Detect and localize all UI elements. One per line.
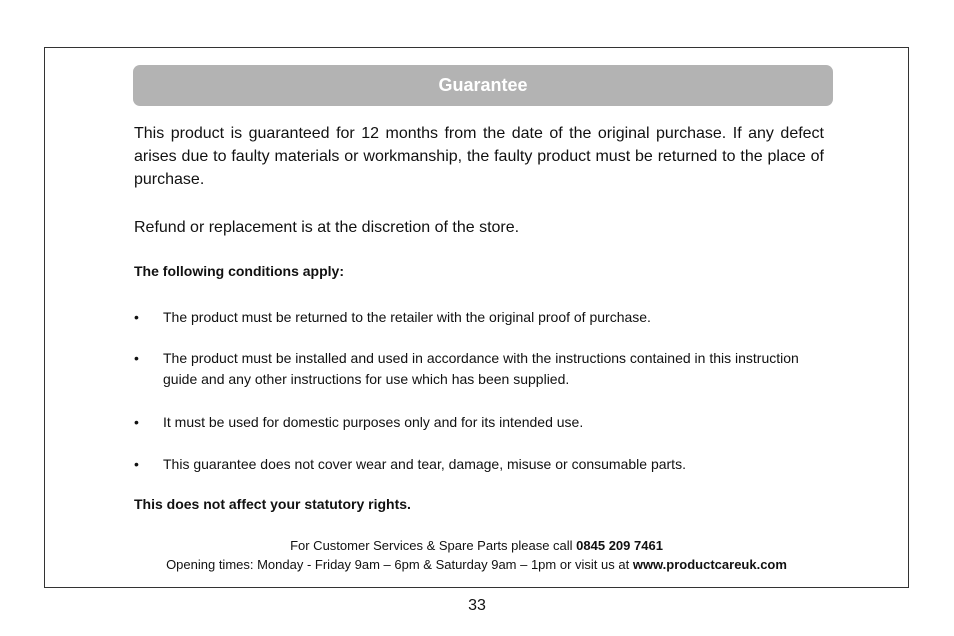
guarantee-paragraph: This product is guaranteed for 12 months from the date of the original purchase. If any defect arises due to faulty materials or workmanship, the faulty product must be returned to the place of purchase. <box>134 125 824 188</box>
footer-line2-text: Opening times: Monday - Friday 9am – 6pm & Saturday 9am – 1pm or visit us at <box>166 557 633 572</box>
guarantee-banner <box>133 65 833 106</box>
page-number: 33 <box>468 597 486 614</box>
phone-number: 0845 209 7461 <box>576 538 663 553</box>
bullet-icon: • <box>134 309 139 325</box>
guarantee-content <box>134 122 824 512</box>
footer-customer-services <box>44 538 909 553</box>
list-item <box>134 412 824 433</box>
refund-paragraph: Refund or replacement is at the discretion of the store. <box>134 219 520 236</box>
list-item-text: This guarantee does not cover wear and tear, damage, misuse or consumable parts. <box>163 456 686 472</box>
banner-title: Guarantee <box>438 75 528 95</box>
conditions-heading: The following conditions apply: <box>134 263 344 279</box>
bullet-icon: • <box>134 414 139 430</box>
bullet-icon: • <box>134 456 139 472</box>
website-link[interactable]: www.productcareuk.com <box>632 557 787 572</box>
list-item-text: The product must be installed and used in accordance with the instructions contained in this instruction guide and any other instructions for use which has been supplied. <box>163 350 799 387</box>
list-item <box>134 348 824 390</box>
list-item-text: The product must be returned to the retailer with the original proof of purchase. <box>163 309 651 325</box>
footer-line1-text: For Customer Services & Spare Parts please call <box>290 538 577 553</box>
bullet-icon: • <box>134 350 139 366</box>
list-item-text: It must be used for domestic purposes only and for its intended use. <box>163 414 584 430</box>
list-item <box>134 454 824 475</box>
statutory-rights-note: This does not affect your statutory rights. <box>134 496 411 512</box>
footer-opening-times <box>44 557 909 572</box>
list-item <box>134 307 824 328</box>
